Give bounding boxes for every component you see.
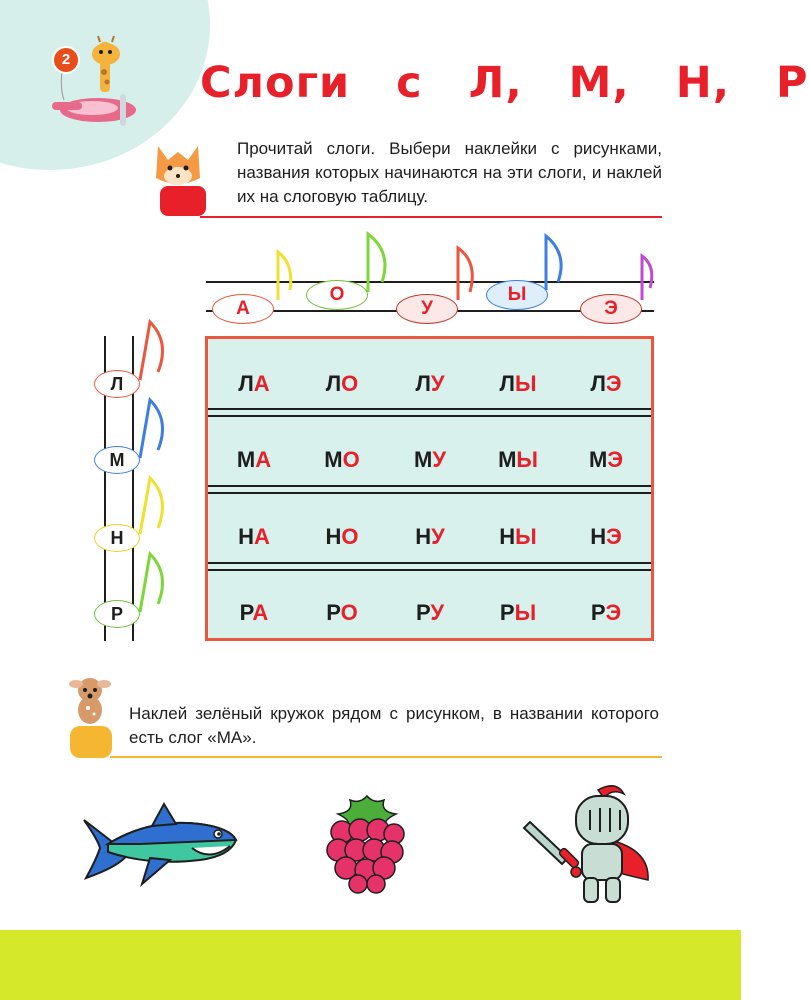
syllable-vowel: Ы xyxy=(514,600,537,625)
syllable-table xyxy=(205,336,654,641)
syllable-vowel: А xyxy=(253,371,270,396)
task1-underline xyxy=(200,216,662,218)
shark-icon[interactable] xyxy=(80,800,240,890)
syllable-consonant: Л xyxy=(415,371,431,396)
bottom-band xyxy=(0,930,741,1000)
syllable-vowel: У xyxy=(431,524,445,549)
row-divider xyxy=(208,415,651,417)
deer-icon xyxy=(60,668,120,760)
syllable-cell[interactable] xyxy=(474,576,562,650)
syllable-consonant: Л xyxy=(238,371,254,396)
task1-instruction: Прочитай слоги. Выбери наклейки с рисунками, названия которых начинаются на эти слоги, и наклей их на слоговую таблицу. xyxy=(237,139,662,206)
syllable-consonant: Н xyxy=(499,524,516,549)
syllable-vowel: Э xyxy=(606,524,622,549)
syllable-vowel: О xyxy=(342,447,360,472)
syllable-vowel: А xyxy=(254,524,270,549)
consonant-pill-l: Л xyxy=(94,370,140,398)
syllable-cell[interactable] xyxy=(210,576,298,650)
vowel-pill-e: Э xyxy=(580,294,642,324)
syllable-vowel: Ы xyxy=(515,524,537,549)
syllable-cell[interactable] xyxy=(298,576,386,650)
syllable-vowel: А xyxy=(252,600,269,625)
syllable-vowel: У xyxy=(430,600,445,625)
syllable-vowel: О xyxy=(340,600,358,625)
syllable-consonant: Л xyxy=(499,371,515,396)
syllable-consonant: М xyxy=(498,447,517,472)
syllable-consonant: Л xyxy=(325,371,342,396)
syllable-vowel: У xyxy=(430,371,445,396)
syllable-consonant: М xyxy=(324,447,343,472)
syllable-cell[interactable] xyxy=(562,576,650,650)
row-divider xyxy=(208,408,651,410)
syllable-row xyxy=(208,576,651,650)
syllable-vowel: О xyxy=(341,524,359,549)
syllable-vowel: Ы xyxy=(514,371,537,396)
syllable-vowel: Ы xyxy=(516,447,538,472)
syllable-consonant: Р xyxy=(239,600,253,625)
consonant-pill-r: Р xyxy=(94,600,140,628)
syllable-consonant: Н xyxy=(325,524,342,549)
syllable-vowel: Э xyxy=(607,447,623,472)
row-divider xyxy=(208,562,651,564)
knight-icon[interactable] xyxy=(520,780,660,910)
vowel-pill-o: О xyxy=(306,280,368,310)
syllable-consonant: М xyxy=(589,447,608,472)
task2-underline xyxy=(110,756,662,758)
syllable-consonant: М xyxy=(413,447,433,472)
syllable-consonant: Л xyxy=(590,371,606,396)
consonant-pill-n: Н xyxy=(94,524,140,552)
music-notes-icon xyxy=(130,318,180,638)
syllable-consonant: Н xyxy=(590,524,607,549)
syllable-vowel: О xyxy=(341,371,359,396)
syllable-consonant: Р xyxy=(499,600,515,625)
syllable-vowel: Э xyxy=(605,371,622,396)
row-divider xyxy=(208,492,651,494)
syllable-consonant: Р xyxy=(326,600,341,625)
vowel-pill-a: А xyxy=(212,294,274,324)
syllable-consonant: Н xyxy=(415,524,432,549)
syllable-vowel: У xyxy=(432,447,446,472)
row-divider xyxy=(208,569,651,571)
syllable-consonant: Р xyxy=(415,600,431,625)
syllable-consonant: М xyxy=(236,447,256,472)
syllable-consonant: Р xyxy=(590,600,606,625)
task2-instruction: Наклей зелёный кружок рядом с рисунком, в названии которого есть слог «МА». xyxy=(129,704,659,747)
vowel-pill-u: У xyxy=(396,294,458,324)
syllable-vowel: Э xyxy=(605,600,622,625)
consonant-pill-m: М xyxy=(94,446,140,474)
syllable-cell[interactable] xyxy=(386,576,474,650)
raspberry-icon[interactable] xyxy=(320,790,415,895)
syllable-vowel: А xyxy=(255,447,272,472)
fox-icon xyxy=(150,138,210,218)
vowel-pill-y: Ы xyxy=(486,280,548,310)
page-title: Слоги с Л, М, Н, Р xyxy=(200,58,809,108)
syllable-consonant: Н xyxy=(238,524,254,549)
row-divider xyxy=(208,485,651,487)
page-number: 2 xyxy=(52,46,80,74)
